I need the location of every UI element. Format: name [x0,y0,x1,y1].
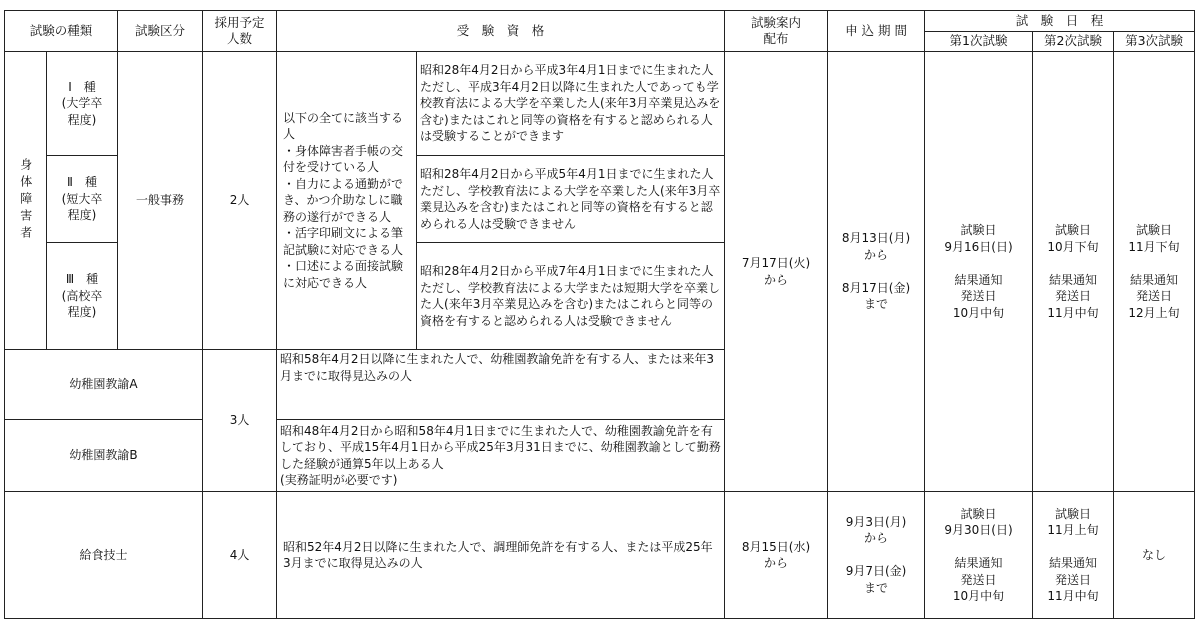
cook-third-exam: なし [1114,492,1195,619]
cook-second-exam: 試験日 11月上旬 結果通知 発送日 11月中旬 [1033,492,1114,619]
header-third-exam: 第3次試験 [1114,32,1195,52]
cook-first-exam: 試験日 9月30日(日) 結果通知 発送日 10月中旬 [925,492,1033,619]
header-exam-schedule: 試 験 日 程 [925,11,1195,32]
header-hiring-count: 採用予定 人数 [203,11,277,52]
class-1-label: Ⅰ 種 (大学卒 程度) [47,52,118,156]
disabled-category: 一般事務 [118,52,203,350]
disabled-count: 2人 [203,52,277,350]
cook-requirement: 昭和52年4月2日以降に生まれた人で、調理師免許を有する人、または平成25年3月までに取得見込みの人 [277,492,725,619]
header-exam-category: 試験区分 [118,11,203,52]
header-second-exam: 第2次試験 [1033,32,1114,52]
class-1-requirement: 昭和28年4月2日から平成3年4月1日までに生まれた人 ただし、平成3年4月2日以降に生まれた人であっても学校教育法による大学を卒業した人(来年3月卒業見込みを含む)またはこれと同等の資格を有すると認められる人は受験することができます [417,52,725,156]
kindergarten-b-requirement: 昭和48年4月2日から昭和58年4月1日までに生まれた人で、幼稚園教諭免許を有しており、平成15年4月1日から平成25年3月31日までに、幼稚園教諭として勤務した経験が通算5年以上ある人 (実務証明が必要です) [277,420,725,492]
disabled-group-label [5,52,47,350]
shared-second-exam: 試験日 10月下旬 結果通知 発送日 11月中旬 [1033,52,1114,492]
cook-count: 4人 [203,492,277,619]
shared-guide-distribution: 7月17日(火) から [725,52,828,492]
header-first-exam: 第1次試験 [925,32,1033,52]
class-3-requirement: 昭和28年4月2日から平成7年4月1日までに生まれた人 ただし、学校教育法による大学または短期大学を卒業した人(来年3月卒業見込みを含む)またはこれらと同等の資格を有すると認められる人は受験できません [417,243,725,350]
cook-label: 給食技士 [5,492,203,619]
shared-first-exam: 試験日 9月16日(日) 結果通知 発送日 10月中旬 [925,52,1033,492]
kindergarten-b-label: 幼稚園教諭B [5,420,203,492]
disabled-group-text: 身体障害者 [18,158,33,243]
class-2-label: Ⅱ 種 (短大卒 程度) [47,156,118,243]
disabled-common-requirement: 以下の全てに該当する人 ・身体障害者手帳の交付を受けている人 ・自力による通勤ができ、かつ介助なしに職務の遂行ができる人 ・活字印刷文による筆記試験に対応できる人 ・口述による面接試験に対応できる人 [277,52,417,350]
header-application-period: 申 込 期 間 [828,11,925,52]
cook-guide-distribution: 8月15日(水) から [725,492,828,619]
cook-application-period: 9月3日(月) から 9月7日(金) まで [828,492,925,619]
class-3-label: Ⅲ 種 (高校卒 程度) [47,243,118,350]
kindergarten-count: 3人 [203,350,277,492]
header-exam-type: 試験の種類 [5,11,118,52]
shared-application-period: 8月13日(月) から 8月17日(金) まで [828,52,925,492]
header-qualification: 受 験 資 格 [277,11,725,52]
header-guide-distribution: 試験案内 配布 [725,11,828,52]
kindergarten-a-label: 幼稚園教諭A [5,350,203,420]
class-2-requirement: 昭和28年4月2日から平成5年4月1日までに生まれた人 ただし、学校教育法による大学を卒業した人(来年3月卒業見込みを含む)またはこれと同等の資格を有すると認められる人は受験できません [417,156,725,243]
kindergarten-a-requirement: 昭和58年4月2日以降に生まれた人で、幼稚園教諭免許を有する人、または来年3月までに取得見込みの人 [277,350,725,420]
shared-third-exam: 試験日 11月下旬 結果通知 発送日 12月上旬 [1114,52,1195,492]
exam-schedule-table [4,10,1195,619]
